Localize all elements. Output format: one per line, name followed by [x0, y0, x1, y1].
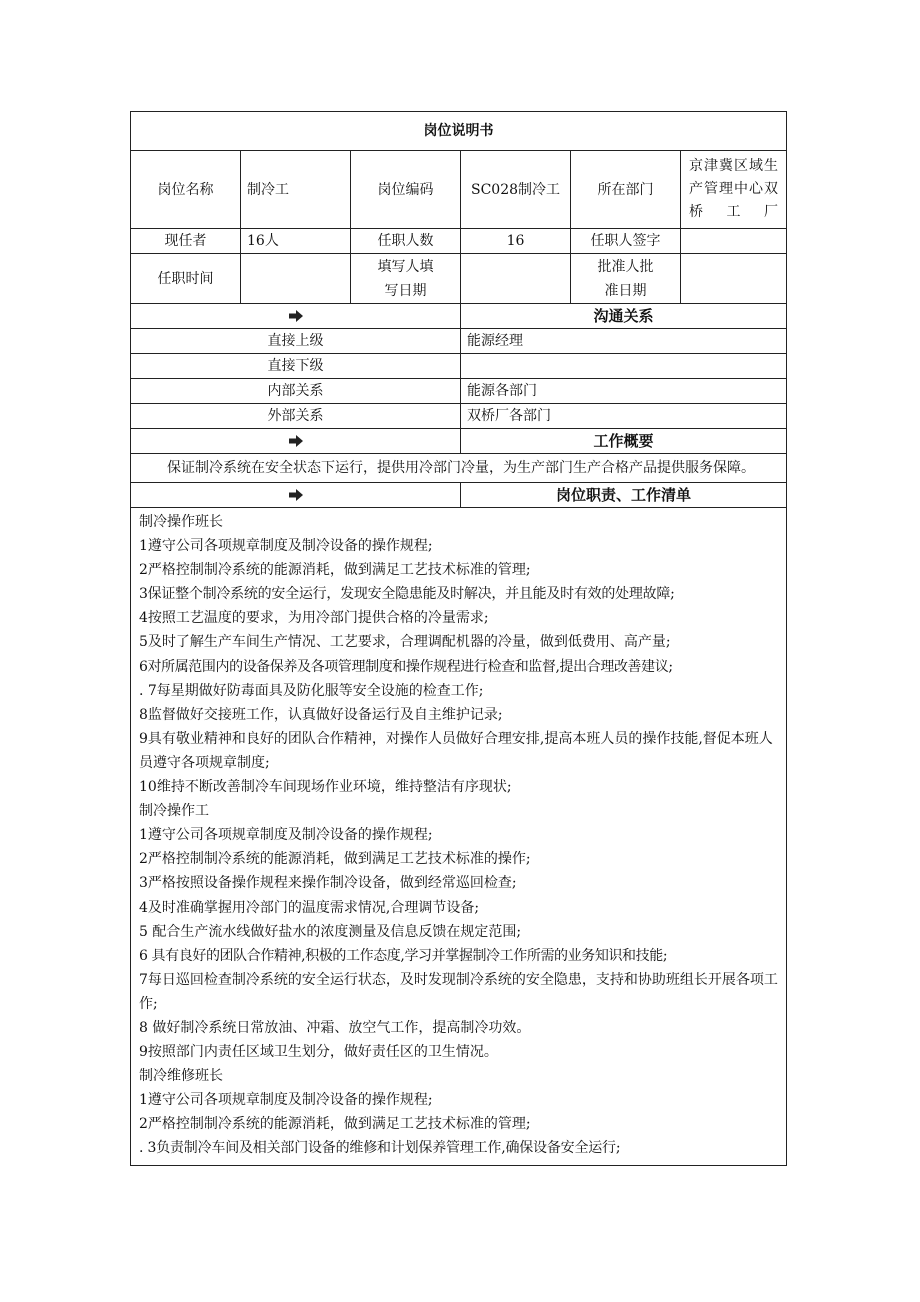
- section-arrow-summary: [131, 429, 461, 454]
- duty-line: 2严格控制制冷系统的能源消耗，做到满足工艺技术标准的管理;: [139, 562, 531, 579]
- duty-line: 8 做好制冷系统日常放油、冲霜、放空气工作，提高制冷功效。: [139, 1019, 531, 1036]
- signature-label: 任职人签字: [571, 229, 681, 254]
- position-name-label: 岗位名称: [131, 151, 241, 229]
- duty-line: 7每日巡回检查制冷系统的安全运行状态，及时发现制冷系统的安全隐患，支持和协助班组长开展各项工作;: [139, 971, 778, 1012]
- job-description-form: [130, 111, 786, 1166]
- duty-line: 3严格按照设备操作规程来操作制冷设备，做到经常巡回检查;: [139, 875, 517, 892]
- duty-line: 8监督做好交接班工作，认真做好设备运行及自主维护记录;: [139, 706, 503, 723]
- position-name-value: 制冷工: [241, 151, 351, 229]
- department-label: 所在部门: [571, 151, 681, 229]
- arrow-right-icon: [289, 435, 303, 447]
- duty-line: 制冷操作工: [139, 803, 209, 820]
- comm-label-external: 外部关系: [131, 404, 461, 429]
- job-description-table: [130, 111, 787, 1166]
- arrow-right-icon: [289, 489, 303, 501]
- incumbent-value: 16人: [241, 229, 351, 254]
- communication-header: 沟通关系: [461, 304, 787, 329]
- duty-line: 4按照工艺温度的要求，为用冷部门提供合格的冷量需求;: [139, 610, 489, 627]
- tenure-value: [241, 254, 351, 304]
- duty-line: 1遵守公司各项规章制度及制冷设备的操作规程;: [139, 1092, 433, 1109]
- duty-line: 9按照部门内责任区域卫生划分，做好责任区的卫生情况。: [139, 1044, 498, 1061]
- duty-line: 1遵守公司各项规章制度及制冷设备的操作规程;: [139, 538, 433, 555]
- arrow-right-icon: [289, 310, 303, 322]
- section-arrow-communication: [131, 304, 461, 329]
- duty-line: . 3负责制冷车间及相关部门设备的维修和计划保养管理工作,确保设备安全运行;: [139, 1140, 621, 1157]
- duty-line: 5及时了解生产车间生产情况、工艺要求，合理调配机器的冷量，做到低费用、高产量;: [139, 634, 671, 651]
- duty-line: 2严格控制制冷系统的能源消耗，做到满足工艺技术标准的管理;: [139, 1116, 531, 1133]
- comm-label-subordinate: 直接下级: [131, 354, 461, 379]
- tenure-label: 任职时间: [131, 254, 241, 304]
- summary-text: 保证制冷系统在安全状态下运行，提供用冷部门冷量，为生产部门生产合格产品提供服务保障。: [131, 454, 787, 483]
- comm-label-superior: 直接上级: [131, 329, 461, 354]
- comm-value-external: 双桥厂各部门: [461, 404, 787, 429]
- comm-value-superior: 能源经理: [461, 329, 787, 354]
- duty-line: 6对所属范围内的设备保养及各项管理制度和操作规程进行检查和监督,提出合理改善建议;: [139, 658, 673, 675]
- headcount-value: 16: [461, 229, 571, 254]
- duty-line: 10维持不断改善制冷车间现场作业环境，维持整洁有序现状;: [139, 779, 512, 796]
- position-code-label: 岗位编码: [351, 151, 461, 229]
- duty-line: 9具有敬业精神和良好的团队合作精神，对操作人员做好合理安排,提高本班人员的操作技能,督促本班人员遵守各项规章制度;: [139, 730, 773, 771]
- position-code-value: SC028制冷工: [461, 151, 571, 229]
- duty-line: 4及时准确掌握用冷部门的温度需求情况,合理调节设备;: [139, 899, 480, 916]
- headcount-label: 任职人数: [351, 229, 461, 254]
- duty-line: . 7每星期做好防毒面具及防化服等安全设施的检查工作;: [139, 682, 484, 699]
- document-title: 岗位说明书: [131, 112, 787, 151]
- signature-value: [681, 229, 787, 254]
- filler-date-label: 填写人填写日期: [351, 254, 461, 304]
- duties-header: 岗位职责、工作清单: [461, 483, 787, 508]
- comm-label-internal: 内部关系: [131, 379, 461, 404]
- approver-date-label: 批准人批准日期: [571, 254, 681, 304]
- filler-date-value: [461, 254, 571, 304]
- duty-line: 制冷操作班长: [139, 514, 223, 530]
- comm-value-subordinate: [461, 354, 787, 379]
- comm-value-internal: 能源各部门: [461, 379, 787, 404]
- approver-date-value: [681, 254, 787, 304]
- duty-line: 6 具有良好的团队合作精神,积极的工作态度,学习并掌握制冷工作所需的业务知识和技能;: [139, 947, 668, 964]
- duty-line: 5 配合生产流水线做好盐水的浓度测量及信息反馈在规定范围;: [139, 923, 522, 940]
- section-arrow-duties: [131, 483, 461, 508]
- duty-line: 1遵守公司各项规章制度及制冷设备的操作规程;: [139, 827, 433, 844]
- duties-list: [131, 508, 787, 1166]
- summary-header: 工作概要: [461, 429, 787, 454]
- duty-line: 3保证整个制冷系统的安全运行，发现安全隐患能及时解决，并且能及时有效的处理故障;: [139, 586, 675, 603]
- duty-line: 制冷维修班长: [139, 1068, 223, 1085]
- department-value: 京津冀区域生产管理中心双桥工厂: [681, 151, 787, 229]
- duty-line: 2严格控制制冷系统的能源消耗，做到满足工艺技术标准的操作;: [139, 851, 531, 868]
- incumbent-label: 现任者: [131, 229, 241, 254]
